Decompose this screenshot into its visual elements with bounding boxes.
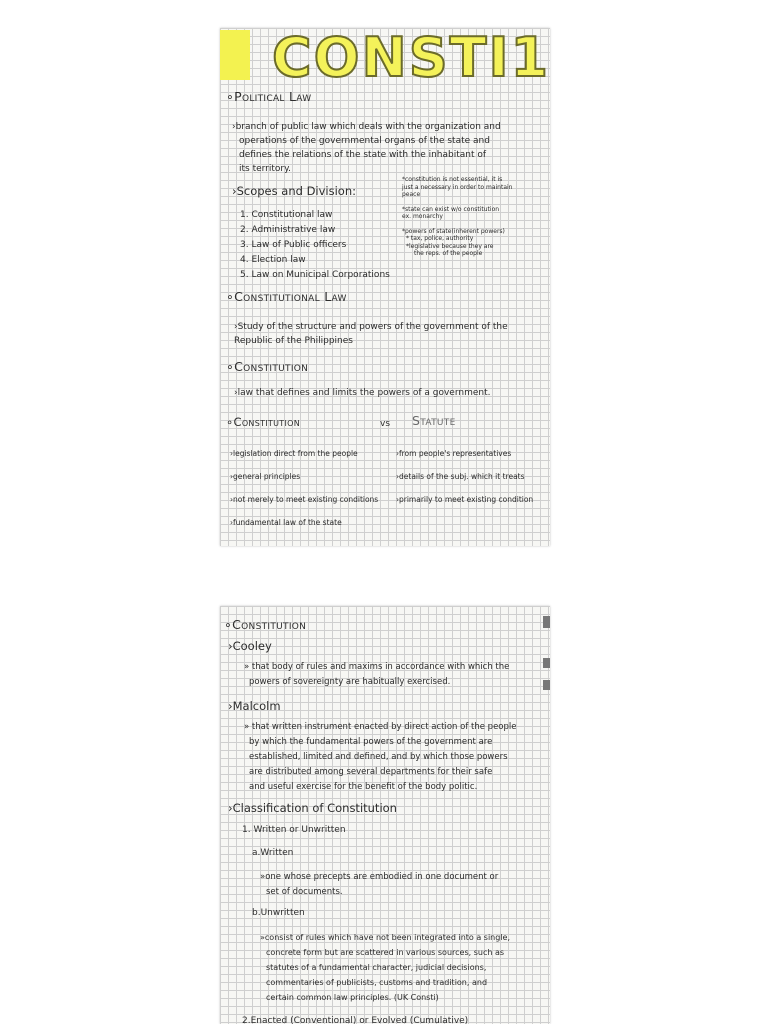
side-notes: *constitution is not essential, it is just a necessary in order to maintain peace *state can exist w/o constitution ex. monarchy *powers of state(inherent powers) * tax, police, authority *legislative because they are the reps. of the people (402, 176, 513, 257)
edge-mark (543, 680, 550, 690)
unwritten-definition: »consist of rules which have not been integrated into a single, concrete form but are scattered in various sources, such as statutes of a fundamental character, judicial decisions, commentaries of publicists, customs and tradition, and certain common law principles. (UK Consti) (260, 933, 511, 1002)
list-item: 1. Constitutional law (240, 210, 333, 220)
constitution-heading: ∘Constitution (226, 359, 309, 374)
malcolm-heading: ›Malcolm (228, 699, 281, 713)
written-heading: a.Written (252, 848, 294, 858)
malcolm-definition: » that written instrument enacted by direct action of the people by which the fundamental powers of the government are established, limited and defined, and by which those powers are distributed among several departments for their safe and useful exercise for the benefit of the body politic. (244, 722, 517, 792)
unwritten-heading: b.Unwritten (252, 908, 305, 918)
notes-page-2 (220, 606, 550, 1024)
political-law-definition: ›branch of public law which deals with the organization and operations of the governmental organs of the state and defines the relations of the state with the inhabitant of its territory. (232, 122, 501, 174)
constitutional-law-definition: ›Study of the structure and powers of the government of the Republic of the Philippines (234, 322, 508, 346)
notes-page-1 (220, 28, 550, 546)
enacted-or-evolved: 2.Enacted (Conventional) or Evolved (Cumulative) (242, 1016, 469, 1024)
list-item: 5. Law on Municipal Corporations (240, 270, 390, 280)
yellow-highlight (220, 30, 250, 80)
list-item: ›fundamental law of the state (230, 518, 342, 527)
constitutional-law-heading: ∘Constitutional Law (226, 289, 347, 304)
list-item: ›primarily to meet existing condition (396, 495, 534, 504)
statute-characteristics (396, 442, 533, 511)
list-item: ›from people's representatives (396, 449, 512, 458)
list-item: 3. Law of Public officers (240, 240, 347, 250)
list-item: ›details of the subj. which it treats (396, 472, 525, 481)
cooley-heading: ›Cooley (228, 639, 272, 653)
list-item: ›legislation direct from the people (230, 449, 358, 458)
page-title: CONSTI1 (272, 28, 550, 89)
edge-mark (543, 658, 550, 668)
political-law-heading: ∘Political Law (226, 89, 312, 104)
comparison-left-heading: ∘Constitution (226, 415, 301, 429)
list-item: ›general principles (230, 472, 301, 481)
list-item: 4. Election law (240, 255, 306, 265)
constitution-definition: ›law that defines and limits the powers of a government. (234, 388, 491, 398)
written-definition: »one whose precepts are embodied in one document or set of documents. (260, 872, 499, 897)
constitution-heading-2: ∘Constitution (224, 617, 307, 632)
constitution-characteristics (230, 442, 378, 534)
comparison-right-heading: Statute (412, 413, 456, 428)
cooley-definition: » that body of rules and maxims in accordance with which the powers of sovereignty are habitually exercised. (244, 662, 510, 687)
comparison-vs: vs (380, 419, 391, 429)
scopes-heading: ›Scopes and Division: (232, 184, 357, 198)
list-item: 2. Administrative law (240, 225, 336, 235)
scopes-list (240, 208, 390, 283)
classification-heading: ›Classification of Constitution (228, 801, 397, 815)
list-item: ›not merely to meet existing conditions (230, 495, 379, 504)
edge-mark (543, 616, 550, 628)
written-or-unwritten: 1. Written or Unwritten (242, 825, 346, 835)
